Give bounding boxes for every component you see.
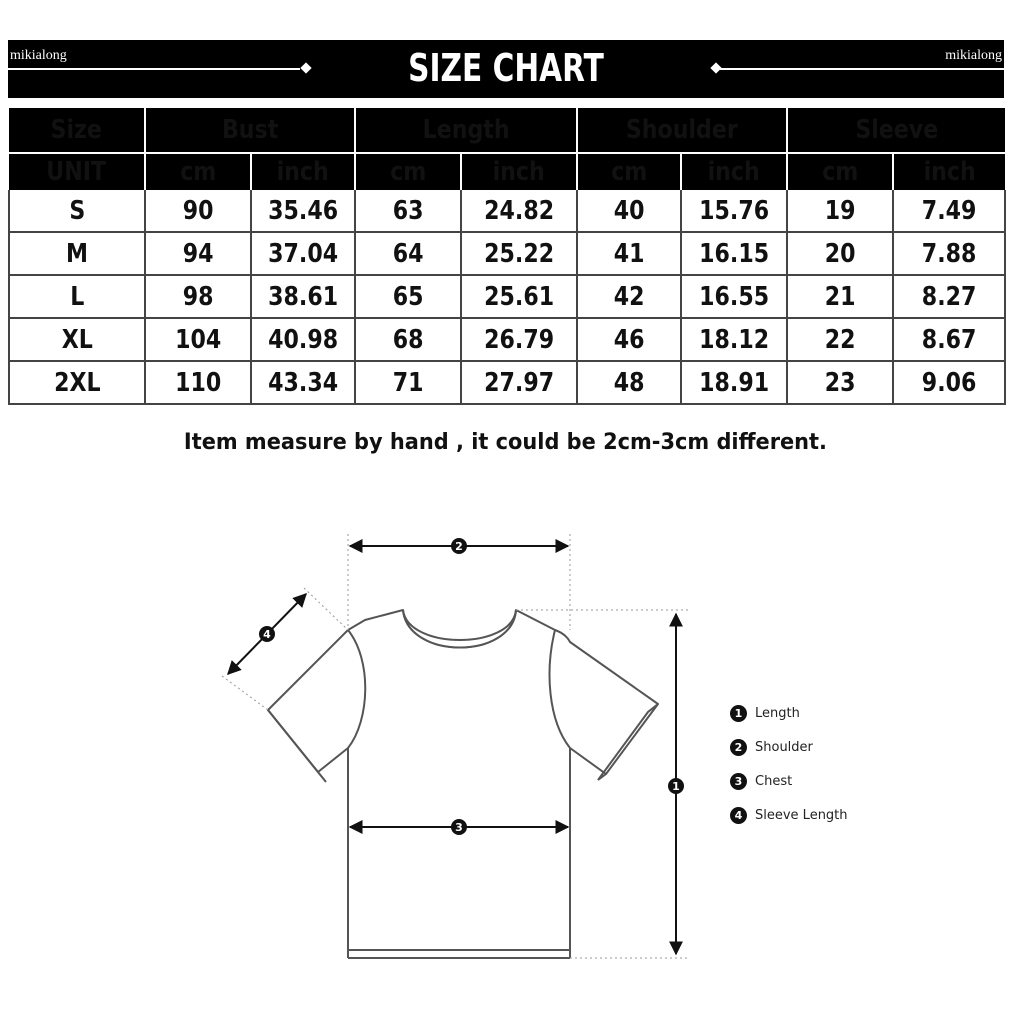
table-row	[9, 232, 1005, 275]
marker-1	[668, 778, 684, 794]
measurement-legend	[730, 696, 848, 832]
unit-cell: inch	[461, 153, 577, 190]
table-cell: 43.34	[251, 361, 355, 404]
table-row	[9, 275, 1005, 318]
size-label-cell: M	[9, 232, 145, 275]
table-cell: 7.88	[893, 232, 1005, 275]
table-cell: 64	[355, 232, 461, 275]
table-cell: 27.97	[461, 361, 577, 404]
table-cell: 48	[577, 361, 681, 404]
legend-item-length	[730, 696, 848, 730]
svg-text:2: 2	[455, 540, 463, 553]
table-unit-header	[9, 153, 1005, 190]
size-label-cell: XL	[9, 318, 145, 361]
unit-cell: inch	[893, 153, 1005, 190]
header-bust: Bust	[145, 108, 355, 153]
table-cell: 68	[355, 318, 461, 361]
table-cell: 24.82	[461, 190, 577, 232]
svg-text:1: 1	[672, 780, 680, 793]
table-cell: 18.91	[681, 361, 787, 404]
table-cell: 46	[577, 318, 681, 361]
table-cell: 63	[355, 190, 461, 232]
table-cell: 26.79	[461, 318, 577, 361]
table-cell: 7.49	[893, 190, 1005, 232]
table-cell: 25.22	[461, 232, 577, 275]
unit-cell: inch	[251, 153, 355, 190]
unit-cell: cm	[355, 153, 461, 190]
legend-label: Chest	[755, 773, 793, 789]
table-cell: 20	[787, 232, 893, 275]
table-cell: 8.27	[893, 275, 1005, 318]
measurement-note: Item measure by hand , it could be 2cm-3cm different.	[183, 430, 827, 455]
table-cell: 98	[145, 275, 251, 318]
header-shoulder: Shoulder	[577, 108, 787, 153]
table-cell: 25.61	[461, 275, 577, 318]
table-cell: 9.06	[893, 361, 1005, 404]
size-label-cell: L	[9, 275, 145, 318]
legend-item-sleeve-length	[730, 798, 848, 832]
svg-text:4: 4	[263, 628, 271, 641]
unit-cell: cm	[577, 153, 681, 190]
table-row	[9, 190, 1005, 232]
marker-3	[451, 819, 467, 835]
marker-2	[451, 538, 467, 554]
table-row	[9, 318, 1005, 361]
brand-label-left: mikialong	[10, 48, 67, 63]
legend-marker: 1	[730, 705, 747, 722]
table-cell: 71	[355, 361, 461, 404]
marker-4	[259, 626, 275, 642]
table-cell: 8.67	[893, 318, 1005, 361]
table-cell: 40	[577, 190, 681, 232]
legend-label: Shoulder	[755, 739, 813, 755]
tshirt-diagram	[0, 500, 1010, 1010]
legend-item-shoulder	[730, 730, 848, 764]
table-row	[9, 361, 1005, 404]
size-table	[8, 108, 1006, 405]
table-cell: 22	[787, 318, 893, 361]
legend-marker: 4	[730, 807, 747, 824]
table-cell: 19	[787, 190, 893, 232]
unit-cell: cm	[787, 153, 893, 190]
table-cell: 15.76	[681, 190, 787, 232]
legend-label: Sleeve Length	[755, 807, 848, 823]
unit-cell: inch	[681, 153, 787, 190]
header-length: Length	[355, 108, 577, 153]
table-cell: 23	[787, 361, 893, 404]
svg-text:3: 3	[455, 821, 463, 834]
table-cell: 38.61	[251, 275, 355, 318]
table-cell: 40.98	[251, 318, 355, 361]
legend-item-chest	[730, 764, 848, 798]
header-sleeve: Sleeve	[787, 108, 1005, 153]
table-cell: 41	[577, 232, 681, 275]
table-group-header	[9, 108, 1005, 153]
table-cell: 21	[787, 275, 893, 318]
table-cell: 94	[145, 232, 251, 275]
table-cell: 16.55	[681, 275, 787, 318]
banner-rule-right	[720, 68, 1004, 70]
table-cell: 35.46	[251, 190, 355, 232]
legend-marker: 2	[730, 739, 747, 756]
banner-title: SIZE CHART	[408, 46, 604, 90]
table-cell: 16.15	[681, 232, 787, 275]
size-chart-banner	[8, 40, 1004, 98]
legend-marker: 3	[730, 773, 747, 790]
table-cell: 65	[355, 275, 461, 318]
table-cell: 110	[145, 361, 251, 404]
unit-cell: cm	[145, 153, 251, 190]
brand-label-right: mikialong	[945, 48, 1002, 63]
size-label-cell: S	[9, 190, 145, 232]
table-cell: 104	[145, 318, 251, 361]
size-label-cell: 2XL	[9, 361, 145, 404]
unit-label: UNIT	[9, 153, 145, 190]
legend-label: Length	[755, 705, 800, 721]
size-rows	[9, 190, 1005, 404]
table-cell: 37.04	[251, 232, 355, 275]
table-cell: 90	[145, 190, 251, 232]
table-cell: 42	[577, 275, 681, 318]
table-cell: 18.12	[681, 318, 787, 361]
header-size: Size	[9, 108, 145, 153]
